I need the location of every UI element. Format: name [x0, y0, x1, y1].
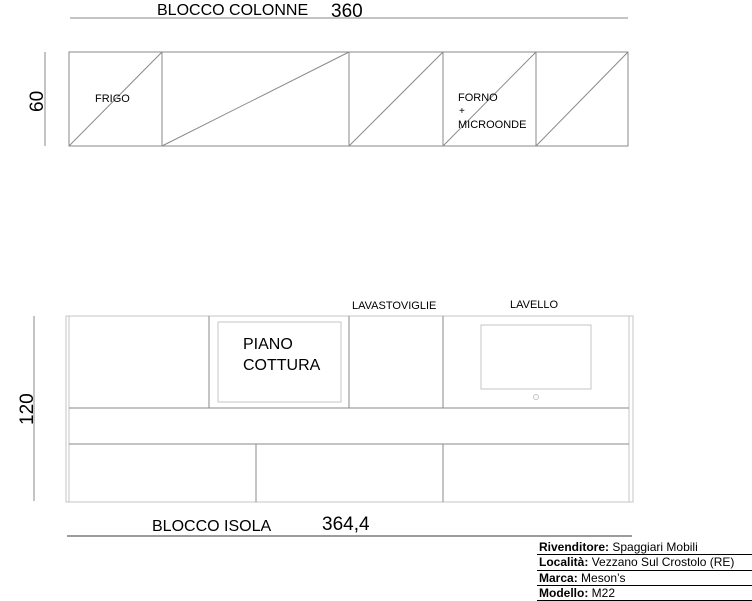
- microonde-label: MICROONDE: [458, 119, 527, 131]
- island-height-dim: 120: [17, 393, 38, 425]
- sink-basin-outline: [481, 325, 591, 389]
- columns-width-dim: 360: [331, 1, 363, 22]
- piano-label: PIANO: [243, 336, 293, 353]
- columns-height-dim: 60: [27, 90, 48, 112]
- localita-label: Località:: [539, 555, 589, 570]
- frigo-label: FRIGO: [95, 93, 130, 105]
- sink-drain-icon: [534, 395, 539, 400]
- info-row-marca: [537, 571, 752, 586]
- island-side-panel-right: [629, 316, 633, 502]
- door-opening-diagonal: [349, 52, 443, 146]
- dealer-info-box: [537, 540, 752, 601]
- island-width-dim: 364,4: [322, 514, 370, 535]
- lavastoviglie-label: LAVASTOVIGLIE: [352, 300, 437, 312]
- island-side-panel-left: [66, 316, 69, 502]
- modello-value: M22: [591, 585, 616, 600]
- marca-label: Marca:: [539, 570, 578, 585]
- door-opening-diagonal: [162, 52, 349, 146]
- lavello-label: LAVELLO: [510, 299, 559, 311]
- rivenditore-label: Rivenditore:: [539, 540, 610, 554]
- island-block: [17, 299, 633, 536]
- modello-label: Modello:: [539, 585, 589, 600]
- plus-label: +: [459, 106, 465, 117]
- marca-value: Meson’s: [581, 570, 626, 585]
- cottura-label: COTTURA: [243, 357, 321, 374]
- door-opening-diagonal: [536, 52, 628, 146]
- island-block-title: BLOCCO ISOLA: [152, 518, 272, 535]
- rivenditore-value: Spaggiari Mobili: [612, 540, 698, 554]
- forno-label: FORNO: [458, 92, 498, 104]
- info-row-localita: [537, 555, 752, 570]
- info-row-modello: [537, 586, 752, 601]
- columns-block-title: BLOCCO COLONNE: [157, 2, 309, 19]
- localita-value: Vezzano Sul Crostolo (RE): [591, 555, 735, 570]
- columns-block: [27, 1, 628, 146]
- info-row-rivenditore: [537, 540, 752, 555]
